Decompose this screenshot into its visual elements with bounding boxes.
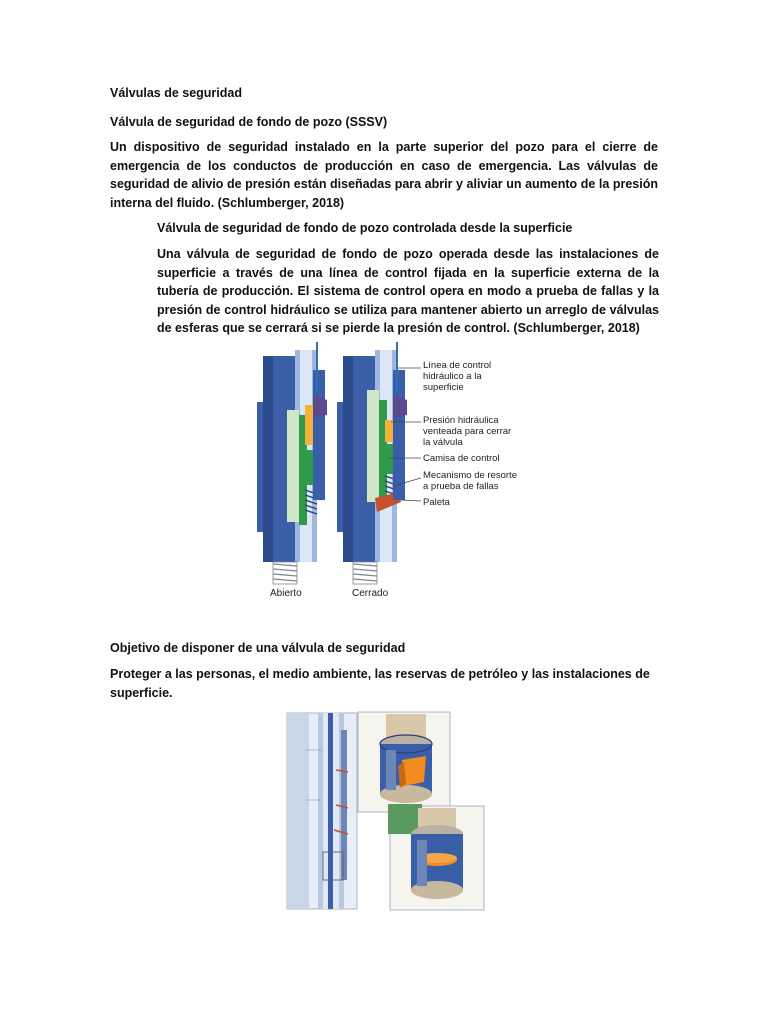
valve-closed-diagram: [337, 342, 407, 599]
callout-control-sleeve: Camisa de control: [423, 453, 500, 464]
caption-open: Abierto: [270, 588, 302, 599]
caption-closed: Cerrado: [352, 588, 389, 599]
surface-controlled-paragraph: Una válvula de seguridad de fondo de pozo operada desde las instalaciones de superficie a través de una línea de control fijada en la superficie externa de la tubería de producción. El sistema de control opera en modo a prueba de fallas y la presión de control hidráulico se utiliza para mantener abierto un arreglo de válvulas de esferas que se cerrará si se pierde la presión de control. (Schlumberger, 2018): [157, 247, 659, 335]
callout-vented-pressure: Presión hidráulica venteada para cerrar la válvula: [423, 415, 512, 448]
valve-open-diagram: [257, 342, 327, 599]
sssv-paragraph: Un dispositivo de seguridad instalado en la parte superior del pozo para el cierre de emergencia de los conductos de producción en caso de emergencia. Las válvulas de seguridad de alivio de presión están diseñadas para abrir y aliviar un aumento de la presión interna del fluido. (Schlumberger, 2018): [110, 140, 658, 210]
tubing-cutaway-image: [287, 713, 357, 909]
valve-open-closed-figure: [255, 340, 535, 605]
objective-paragraph: Proteger a las personas, el medio ambiente, las reservas de petróleo y las instalaciones de superficie.: [110, 667, 650, 700]
flapper-open-inset: [358, 712, 450, 812]
flapper-closed-inset: [388, 804, 484, 910]
sssv-heading: Válvula de seguridad de fondo de pozo (SSSV): [110, 115, 388, 129]
section-title: Válvulas de seguridad: [110, 86, 242, 100]
callout-control-line: Línea de control hidráulico a la superficie: [423, 360, 492, 393]
flapper-cutaway-figure: [286, 710, 486, 912]
surface-controlled-heading: Válvula de seguridad de fondo de pozo controlada desde la superficie: [157, 221, 573, 235]
callout-failsafe-spring: Mecanismo de resorte a prueba de fallas: [423, 470, 517, 492]
objective-heading: Objetivo de disponer de una válvula de seguridad: [110, 641, 406, 655]
callout-flapper: Paleta: [423, 497, 450, 508]
